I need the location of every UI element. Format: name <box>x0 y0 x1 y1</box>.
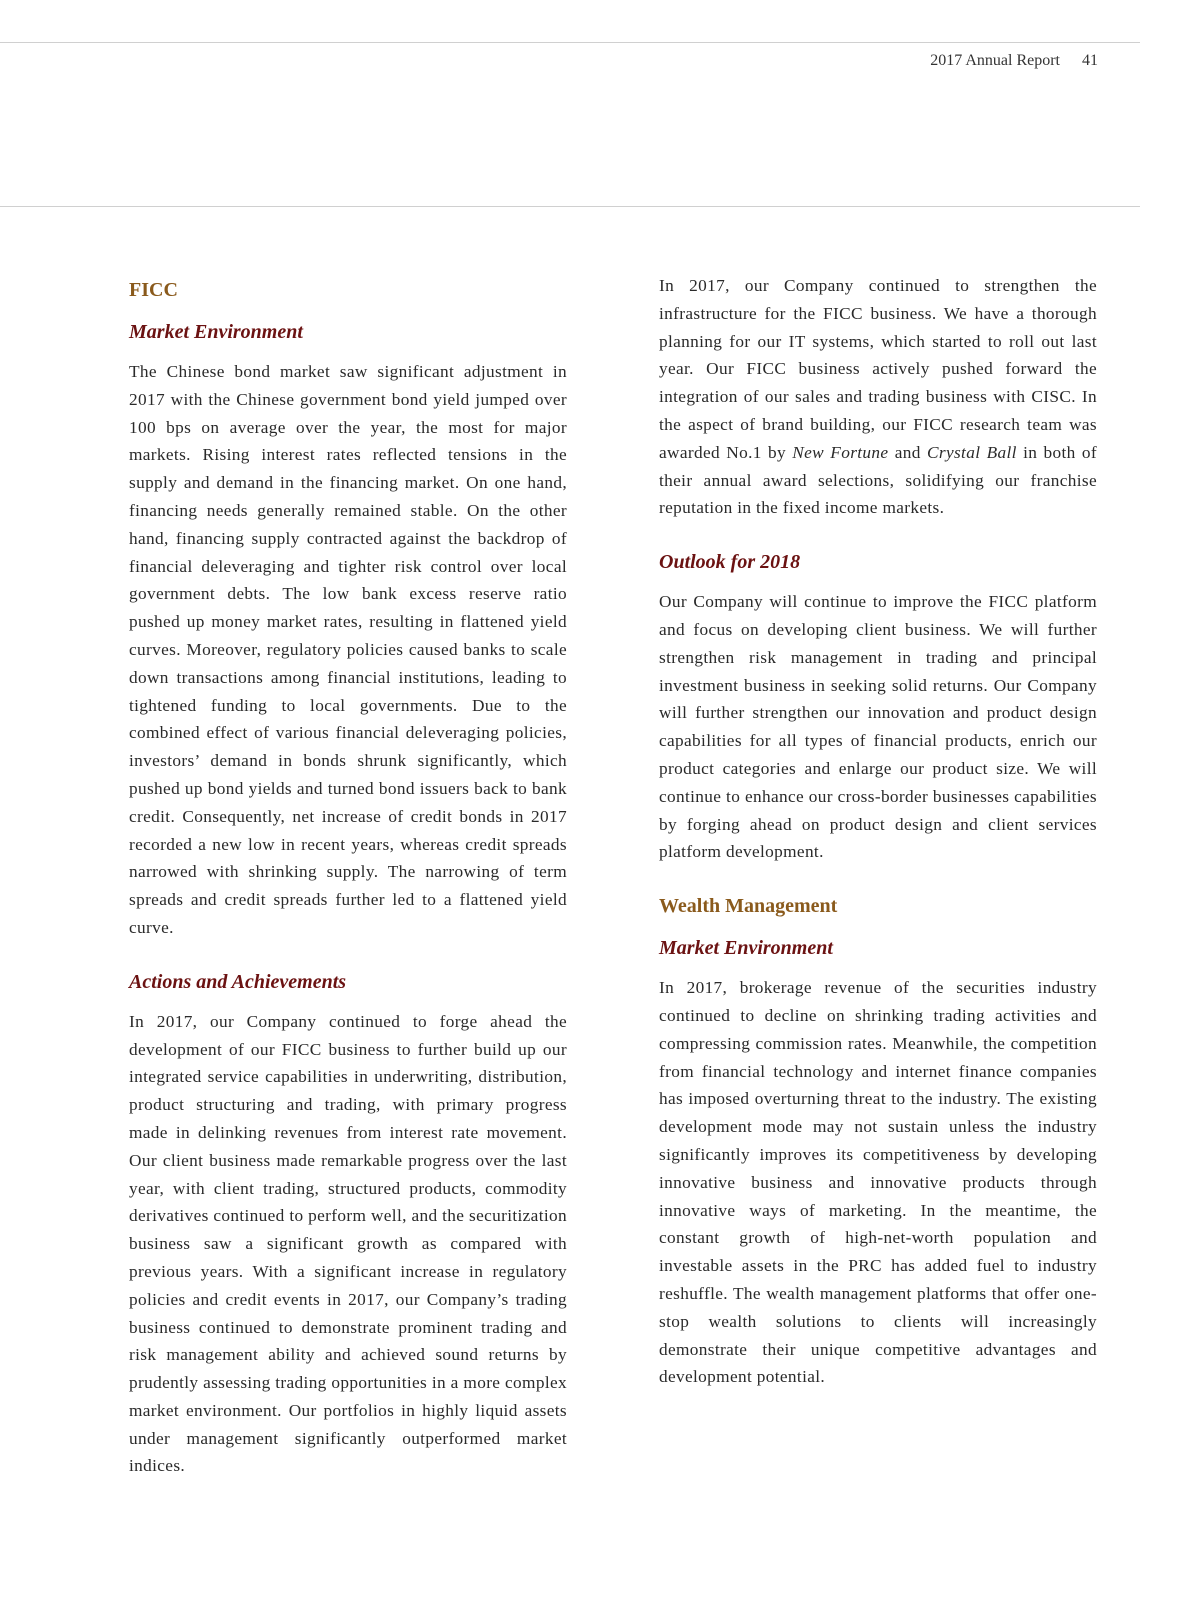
paragraph-ficc-infrastructure: In 2017, our Company continued to strengthen the infrastructure for the FICC business. We have a thorough planning for our IT systems, which started to roll out last year. Our FICC business actively pushed forward the integration of our sales and trading business with CISC. In the aspect of brand building, our FICC research team was awarded No.1 by New Fortune and Crystal Ball in both of their annual award selections, solidifying our franchise reputation in the fixed income markets. <box>659 276 1098 518</box>
report-title: 2017 Annual Report <box>930 52 1060 69</box>
section-rule <box>0 206 1140 207</box>
page-header <box>930 52 1098 70</box>
subheading-outlook-2018: Outlook for 2018 <box>659 551 801 574</box>
publication-new-fortune: New Fortune <box>792 442 889 462</box>
section-heading-wealth-management: Wealth Management <box>659 895 838 918</box>
right-column <box>659 272 1097 1417</box>
header-rule <box>0 42 1140 43</box>
paragraph-wealth-market-environment: In 2017, brokerage revenue of the securities industry continued to decline on shrinking trading activities and compressing commission rates. Meanwhile, the competition from financial technology and internet finance companies has imposed overturning threat to the industry. The existing development mode may not sustain unless the industry significantly improves its competitiveness by developing innovative business and innovative products through innovative ways of marketing. In the meantime, the constant growth of high-net-worth population and investable assets in the PRC has added fuel to industry reshuffle. The wealth management platforms that offer one-stop wealth solutions to clients will increasingly demonstrate their unique competitive advantages and development potential. <box>659 978 1097 1387</box>
paragraph-market-environment: The Chinese bond market saw significant adjustment in 2017 with the Chinese government bond yield jumped over 100 bps on average over the year, the most for major markets. Rising interest rates reflected tensions in the supply and demand in the financing market. On one hand, financing needs generally remained stable. On the other hand, financing supply contracted against the backdrop of financial deleveraging and tighter risk control over local government debts. The low bank excess reserve ratio pushed up money market rates, resulting in flattened yield curves. Moreover, regulatory policies caused banks to scale down transactions among financial institutions, leading to tightened funding to local governments. Due to the combined effect of various financial deleveraging policies, investors’ demand in bonds shrunk significantly, which pushed up bond yields and turned bond issuers back to bank credit. Consequently, net increase of credit bonds in 2017 recorded a new low in recent years, whereas credit spreads narrowed with shrinking supply. The narrowing of term spreads and credit spreads further led to a flattened yield curve. <box>129 362 567 937</box>
paragraph-actions-achievements: In 2017, our Company continued to forge ahead the development of our FICC business to further build up our integrated service capabilities in underwriting, distribution, product structuring and trading, with primary progress made in delinking revenues from interest rate movement. Our client business made remarkable progress over the last year, with client trading, structured products, commodity derivatives continued to perform well, and the securitization business saw a significant growth as compared with previous years. With a significant increase in regulatory policies and credit events in 2017, our Company’s trading business continued to demonstrate prominent trading and risk management ability and achieved sound returns by prudently assessing trading opportunities in a more complex market environment. Our portfolios in highly liquid assets under management significantly outperformed market indices. <box>129 1011 567 1476</box>
subheading-wealth-market-environment: Market Environment <box>659 937 833 960</box>
section-heading-ficc: FICC <box>129 279 178 301</box>
subheading-actions-achievements: Actions and Achievements <box>129 970 347 993</box>
subheading-market-environment: Market Environment <box>129 321 303 343</box>
publication-crystal-ball: Crystal Ball <box>927 442 1017 462</box>
left-column <box>129 276 567 1506</box>
page-number: 41 <box>1082 52 1098 69</box>
paragraph-outlook-2018: Our Company will continue to improve the FICC platform and focus on developing client business. We will further strengthen risk management in trading and principal investment business in seeking solid returns. Our Company will further strengthen our innovation and product design capabilities for all types of financial products, enrich our product categories and enlarge our product size. We will continue to enhance our cross-border businesses capabilities by forging ahead on product design and client services platform development. <box>659 592 1097 862</box>
